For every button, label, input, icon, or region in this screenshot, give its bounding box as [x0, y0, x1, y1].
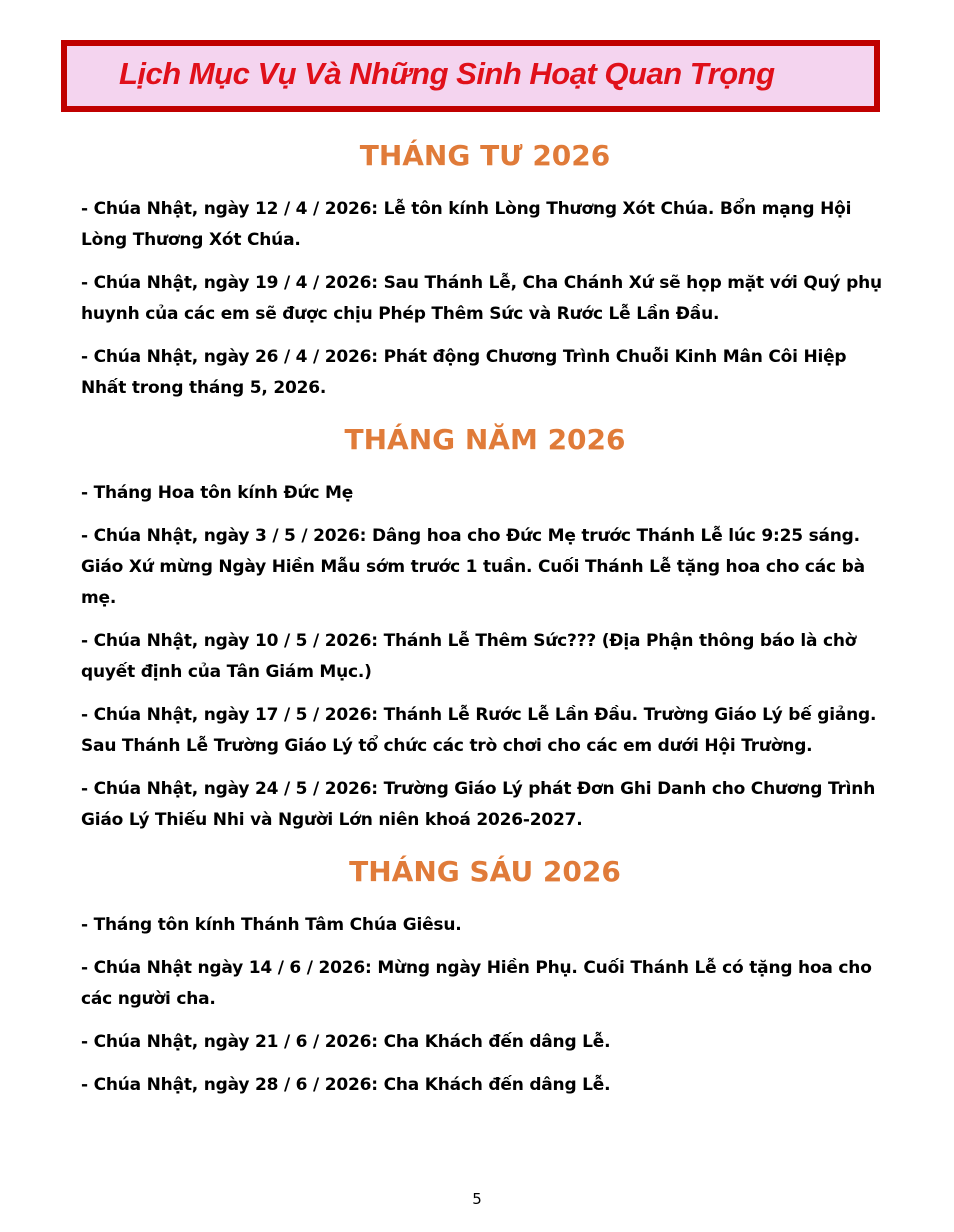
schedule-content	[81, 132, 889, 1113]
event-list-june	[81, 910, 889, 1101]
page-title: Lịch Mục Vụ Và Những Sinh Hoạt Quan Trọng	[119, 56, 775, 91]
month-section-may	[81, 416, 889, 836]
list-item: - Chúa Nhật, ngày 28 / 6 / 2026: Cha Khách đến dâng Lễ.	[81, 1075, 611, 1095]
list-item: - Tháng tôn kính Thánh Tâm Chúa Giêsu.	[81, 915, 462, 935]
list-item: - Chúa Nhật, ngày 24 / 5 / 2026: Trường Giáo Lý phát Đơn Ghi Danh cho Chương Trình Giáo Lý Thiếu Nhi và Người Lớn niên khoá 2026-2027.	[81, 779, 876, 830]
list-item: - Tháng Hoa tôn kính Đức Mẹ	[81, 483, 354, 503]
page-number: 5	[472, 1190, 482, 1208]
header-banner	[61, 40, 880, 112]
list-item: - Chúa Nhật, ngày 19 / 4 / 2026: Sau Thánh Lễ, Cha Chánh Xứ sẽ họp mặt với Quý phụ huynh của các em sẽ được chịu Phép Thêm Sức và Rước Lễ Lần Đầu.	[81, 273, 882, 324]
list-item: - Chúa Nhật, ngày 17 / 5 / 2026: Thánh Lễ Rước Lễ Lần Đầu. Trường Giáo Lý bế giảng. Sau Thánh Lễ Trường Giáo Lý tổ chức các trò chơi cho các em dưới Hội Trường.	[81, 705, 877, 756]
event-list-april	[81, 194, 889, 404]
list-item: - Chúa Nhật, ngày 10 / 5 / 2026: Thánh Lễ Thêm Sức??? (Địa Phận thông báo là chờ quyết định của Tân Giám Mục.)	[81, 631, 857, 682]
list-item: - Chúa Nhật, ngày 26 / 4 / 2026: Phát động Chương Trình Chuỗi Kinh Mân Côi Hiệp Nhất trong tháng 5, 2026.	[81, 347, 847, 398]
list-item: - Chúa Nhật, ngày 12 / 4 / 2026: Lễ tôn kính Lòng Thương Xót Chúa. Bổn mạng Hội Lòng Thương Xót Chúa.	[81, 199, 852, 250]
list-item: - Chúa Nhật ngày 14 / 6 / 2026: Mừng ngày Hiền Phụ. Cuối Thánh Lễ có tặng hoa cho các người cha.	[81, 958, 872, 1009]
month-section-june	[81, 848, 889, 1101]
list-item: - Chúa Nhật, ngày 21 / 6 / 2026: Cha Khách đến dâng Lễ.	[81, 1032, 611, 1052]
list-item: - Chúa Nhật, ngày 3 / 5 / 2026: Dâng hoa cho Đức Mẹ trước Thánh Lễ lúc 9:25 sáng. Giáo Xứ mừng Ngày Hiền Mẫu sớm trước 1 tuần. Cuối Thánh Lễ tặng hoa cho các bà mẹ.	[81, 526, 865, 608]
month-section-april	[81, 132, 889, 404]
month-title-april: THÁNG TƯ 2026	[359, 139, 611, 172]
month-title-june: THÁNG SÁU 2026	[349, 855, 621, 888]
event-list-may	[81, 478, 889, 836]
month-title-may: THÁNG NĂM 2026	[344, 423, 626, 456]
